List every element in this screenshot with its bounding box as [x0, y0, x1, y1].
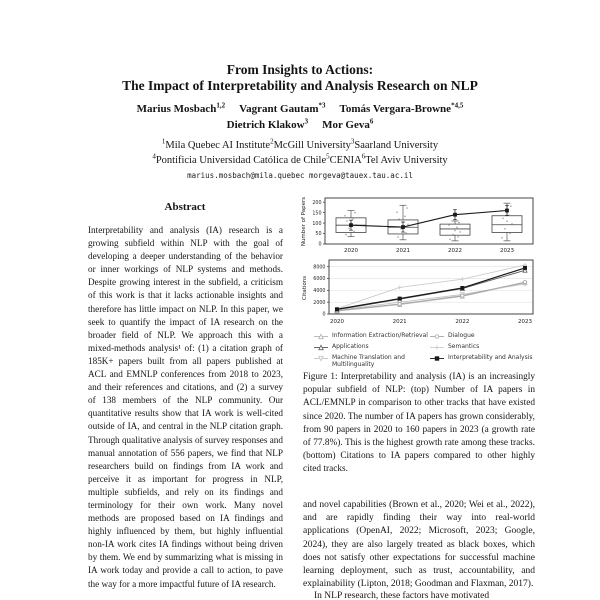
svg-text:2022: 2022 [455, 319, 470, 325]
superscript-marker: 3 [304, 117, 309, 125]
title-line-1: From Insights to Actions: [226, 62, 374, 77]
author-emails: marius.mosbach@mila.quebec morgeva@tauex.tau.ac.il [187, 171, 413, 180]
series-line [335, 263, 527, 311]
svg-text:8000: 8000 [313, 265, 326, 271]
svg-text:2020: 2020 [344, 248, 358, 254]
legend-marker-icon [429, 333, 445, 340]
superscript-marker: 6 [361, 152, 366, 160]
legend-label: Applications [332, 343, 369, 350]
svg-text:6000: 6000 [313, 277, 326, 283]
body-paragraph: and novel capabilities (Brown et al., 2020; Wei et al., 2022), and are rapidly finding their way into real-world applications (OpenAI, 2022; Microsoft, 2023; Google, 2024), they are also largely treated as black boxes, which does not satisfy other expectations for successful machine learning deployment, such as trust, accountability, and explainability (Lipton, 2018; Goodman and Flaxman, 2017). [303, 500, 535, 590]
svg-text:2023: 2023 [518, 319, 532, 325]
legend-item [313, 343, 429, 351]
svg-text:0: 0 [318, 242, 322, 248]
superscript-marker: 3 [350, 137, 355, 145]
legend-label: Information Extraction/Retrieval [332, 332, 428, 339]
affiliation: $^3$Saarland University [350, 137, 439, 151]
affiliation: $^1$Mila Quebec AI Institute [161, 137, 271, 151]
superscript-marker: 1,2 [216, 101, 226, 109]
svg-text:100: 100 [312, 221, 322, 227]
author: Dietrich Klakow$^3$ [226, 117, 309, 131]
legend-item [429, 332, 535, 340]
svg-text:0: 0 [322, 312, 326, 318]
chart-legend [313, 332, 535, 368]
title-line-2: The Impact of Interpretability and Analysis Research on NLP [122, 78, 478, 93]
legend-label: Interpretability and Analysis [448, 354, 533, 361]
svg-text:Number of Papers: Number of Papers [301, 196, 307, 247]
authors-line-1 [0, 101, 600, 115]
superscript-marker: *3 [318, 101, 326, 109]
legend-label: Semantics [448, 343, 480, 350]
superscript-marker: 6 [369, 117, 374, 125]
author: Mor Geva$^6$ [322, 117, 374, 131]
svg-text:200: 200 [312, 200, 322, 206]
svg-text:2023: 2023 [500, 248, 514, 254]
svg-text:2022: 2022 [448, 248, 462, 254]
svg-text:Citations: Citations [302, 275, 308, 301]
affiliation: $^4$Pontificia Universidad Católica de Chile [152, 152, 327, 166]
ia-papers-line [349, 206, 509, 233]
paper-title [0, 62, 600, 94]
series-line [335, 281, 527, 313]
abstract-heading: Abstract [164, 201, 206, 213]
superscript-marker: 2 [270, 137, 274, 145]
author: Marius Mosbach$^{1,2}$ [136, 101, 226, 115]
svg-text:4000: 4000 [313, 289, 326, 295]
series-line [335, 280, 526, 312]
author: Vagrant Gautam$^{*3}$ [239, 101, 326, 115]
figure-caption: Figure 1: Interpretability and analysis (IA) is an increasingly popular subfield of NLP: (top) Number of IA papers in ACL/EMNLP in comparison to other tracks that have existed since 2020. The number of IA papers has grown considerably, from 90 papers in 2020 to 160 papers in 2023 (a growth rate of 77.8%). This is the highest growth rate among these tracks. (bottom) Citations to IA papers compared to other highly cited tracks. [303, 372, 535, 475]
papers-boxplot-chart [299, 196, 537, 263]
svg-text:2000: 2000 [313, 300, 326, 306]
svg-text:50: 50 [315, 232, 322, 238]
legend-item [313, 332, 429, 340]
superscript-marker: 5 [326, 152, 330, 160]
authors-line-2 [0, 117, 600, 131]
legend-marker-icon [313, 344, 329, 351]
legend-label: Machine Translation and Multilinguality [332, 354, 405, 368]
affiliations-line-1 [0, 137, 600, 151]
affiliations-line-2 [0, 152, 600, 166]
svg-text:2020: 2020 [330, 319, 344, 325]
author: Tomás Vergara-Browne$^{*4,5}$ [339, 101, 464, 115]
legend-label: Dialogue [448, 332, 475, 339]
legend-marker-icon [429, 344, 445, 351]
legend-marker-icon [429, 355, 445, 362]
abstract-text: Interpretability and analysis (IA) research is a growing subfield within NLP with the goal of developing a deeper understanding of the behavior or inner workings of NLP systems and methods. Despite growing interest in the subfield, a criticism of this work is that it lacks actionable insights and therefore has little impact on NLP. In this paper, we seek to quantify the impact of IA research on the broader field of NLP. We approach this with a mixed-methods analysis¹ of: (1) a citation graph of 185K+ papers built from all papers published at ACL and EMNLP conferences from 2018 to 2023, and their references and citations, and (2) a survey of 138 members of the NLP community. Our quantitative results show that IA work is well-cited outside of IA, and central in the NLP citation graph. Through qualitative analysis of survey responses and manual annotation of 556 papers, we find that NLP researchers build on findings from IA work and perceive it as important for progress in NLP, multiple subfields, and rely on its findings and terminology for their own work. Many novel methods are proposed based on IA findings and highly influenced by them, but highly influential non-IA work cites IA findings without being driven by them. We end by summarizing what is missing in IA work today and provide a call to action, to pave the way for a more impactful future of IA research. [88, 225, 283, 589]
legend-item [429, 354, 535, 368]
svg-text:2021: 2021 [396, 248, 410, 254]
papers-boxplot-svg [299, 196, 537, 258]
superscript-marker: 4 [152, 152, 156, 160]
legend-marker-icon [313, 333, 329, 340]
legend-marker-icon [313, 355, 329, 362]
legend-item [313, 354, 429, 368]
body-paragraph-clipped: In NLP research, these factors have motivated [314, 591, 490, 600]
legend-item [429, 343, 535, 351]
affiliation: $^2$McGill University [270, 137, 351, 151]
svg-text:150: 150 [312, 211, 322, 217]
citations-line-svg [299, 258, 537, 332]
superscript-marker: *4,5 [451, 101, 464, 109]
svg-text:2021: 2021 [392, 319, 407, 325]
affiliation: $^6$Tel Aviv University [361, 152, 448, 166]
superscript-marker: 1 [161, 137, 166, 145]
affiliation: $^5$CENIA [326, 152, 362, 166]
citations-line-chart [299, 258, 537, 337]
